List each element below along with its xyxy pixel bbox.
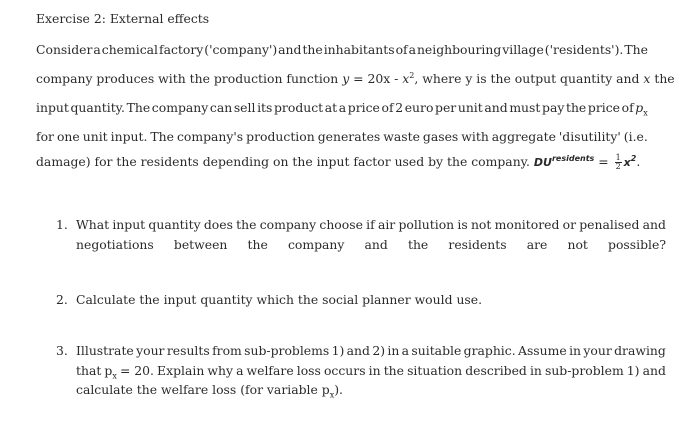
- word: pollution: [398, 217, 455, 232]
- word: loss: [296, 363, 321, 378]
- word: in: [368, 363, 381, 378]
- word: input: [112, 217, 146, 232]
- word: company: [151, 100, 209, 115]
- word: 'disutility': [558, 129, 621, 144]
- word: residents: [448, 237, 507, 252]
- word: price: [587, 100, 620, 115]
- word: and: [642, 217, 666, 232]
- subscript: x: [329, 390, 335, 400]
- item-3-line-1: [76, 343, 666, 358]
- word: a: [338, 100, 347, 115]
- word: the: [247, 237, 268, 252]
- subscript: x: [643, 108, 648, 118]
- word: one: [56, 129, 80, 144]
- word: 2): [372, 343, 386, 358]
- word: inhabitants: [323, 42, 395, 57]
- var-x: x: [643, 71, 651, 86]
- word: the: [565, 100, 587, 115]
- word: of: [381, 100, 394, 115]
- word: a: [408, 42, 416, 57]
- du-symbol: DU: [533, 156, 552, 169]
- word: production: [246, 129, 315, 144]
- word: pay: [542, 100, 565, 115]
- word: a: [93, 42, 101, 57]
- subscript: x: [112, 371, 117, 381]
- word: quantity: [148, 217, 201, 232]
- word: results: [166, 343, 210, 358]
- word: unit: [82, 129, 108, 144]
- var-x: x: [623, 156, 631, 169]
- word: a: [236, 363, 244, 378]
- word: village: [502, 42, 544, 57]
- word: Consider: [36, 42, 93, 57]
- numerator: 1: [615, 153, 621, 162]
- item-1-line-2: [76, 237, 666, 252]
- word: choose: [319, 217, 363, 232]
- word: sell: [233, 100, 256, 115]
- word: can: [209, 100, 233, 115]
- word: input.: [110, 129, 148, 144]
- word: the: [302, 42, 323, 57]
- word: The: [150, 129, 174, 144]
- text: =: [594, 154, 613, 169]
- word: sub-problem: [544, 363, 624, 378]
- item-2-text: Calculate the input quantity which the social planner would use.: [76, 292, 483, 307]
- word: occurs: [323, 363, 366, 378]
- denominator: 2: [615, 162, 621, 171]
- text: the: [650, 71, 675, 86]
- word: penalised: [579, 217, 640, 232]
- word: and: [346, 343, 370, 358]
- word: quantity.: [70, 100, 125, 115]
- item-1-line-1: [76, 217, 666, 232]
- word: a: [401, 343, 410, 358]
- superscript-residents: residents: [551, 154, 595, 163]
- word: What: [76, 217, 110, 232]
- word: and: [484, 100, 508, 115]
- paragraph-line-5: [36, 154, 640, 171]
- word: aggregate: [491, 129, 556, 144]
- text: calculate the welfare loss (for variable p: [76, 382, 330, 397]
- word: price: [347, 100, 380, 115]
- item-3-line-2: [76, 363, 666, 380]
- text: company produces with the production function: [36, 71, 343, 86]
- word: or: [562, 217, 577, 232]
- word: graphic.: [463, 343, 516, 358]
- var-x: x: [402, 71, 410, 86]
- word: the: [383, 363, 404, 378]
- word: the: [236, 217, 257, 232]
- word: chemical: [101, 42, 159, 57]
- word: of: [395, 42, 408, 57]
- text: damage) for the residents depending on the input factor used by the company.: [36, 154, 534, 169]
- word: unit: [457, 100, 483, 115]
- word: monitored: [494, 217, 560, 232]
- word: your: [136, 343, 165, 358]
- word: factory: [159, 42, 204, 57]
- word: 1): [331, 343, 345, 358]
- var-y: y: [342, 71, 350, 86]
- word: gases: [422, 129, 459, 144]
- word: at: [324, 100, 338, 115]
- word: negotiations: [76, 237, 154, 252]
- word: your: [583, 343, 612, 358]
- word: neighbouring: [416, 42, 502, 57]
- text: .: [636, 154, 641, 169]
- word: in: [569, 343, 582, 358]
- word: in: [529, 363, 542, 378]
- word: ('company'): [204, 42, 278, 57]
- word: why: [207, 363, 233, 378]
- word: described: [465, 363, 527, 378]
- word: its: [257, 100, 273, 115]
- list-marker: 1.: [56, 217, 68, 232]
- word: not: [470, 217, 492, 232]
- text: = 20x -: [349, 71, 403, 86]
- word: sub-problems: [244, 343, 330, 358]
- word: 2: [395, 100, 404, 115]
- word: suitable: [411, 343, 462, 358]
- fraction-one-half: [615, 154, 622, 171]
- word: generates: [317, 129, 381, 144]
- word: situation: [407, 363, 463, 378]
- word: in: [387, 343, 400, 358]
- word: input: [36, 100, 69, 115]
- word: and: [278, 42, 302, 57]
- text: ).: [334, 382, 343, 397]
- word: the: [407, 237, 429, 252]
- word: The: [126, 100, 151, 115]
- exercise-title: Exercise 2: External effects: [36, 11, 210, 26]
- price-px: [635, 100, 647, 117]
- word: drawing: [614, 343, 666, 358]
- word: from: [212, 343, 242, 358]
- word: company: [259, 217, 317, 232]
- word: possible?: [608, 237, 666, 252]
- word: product: [274, 100, 324, 115]
- word: $p_x$: [104, 363, 117, 381]
- superscript: 2: [409, 71, 415, 80]
- word: for: [36, 129, 54, 144]
- word: and: [364, 237, 388, 252]
- word: that: [76, 363, 102, 378]
- superscript: 2: [630, 154, 637, 163]
- word: does: [203, 217, 233, 232]
- word: euro: [404, 100, 434, 115]
- word: Assume: [518, 343, 567, 358]
- word: is: [457, 217, 468, 232]
- word: are: [526, 237, 548, 252]
- word: and: [642, 363, 666, 378]
- paragraph-line-2: [36, 71, 675, 86]
- word: with: [461, 129, 489, 144]
- item-3-line-3: [76, 382, 343, 399]
- list-marker: 3.: [56, 343, 68, 358]
- word: must: [509, 100, 541, 115]
- word: 1): [626, 363, 640, 378]
- text: , where y is the output quantity and: [414, 71, 644, 86]
- word: (i.e.: [623, 129, 648, 144]
- word: ('residents').: [544, 42, 624, 57]
- word: = 20.: [119, 363, 154, 378]
- word: welfare: [246, 363, 294, 378]
- paragraph-line-3: [36, 100, 648, 117]
- word: per: [435, 100, 457, 115]
- paragraph-line-1: [36, 42, 648, 57]
- word: waste: [383, 129, 420, 144]
- word: Illustrate: [76, 343, 134, 358]
- word: company: [287, 237, 345, 252]
- var-p: p: [635, 100, 644, 115]
- word: if: [366, 217, 375, 232]
- word: of: [621, 100, 634, 115]
- word: company's: [176, 129, 244, 144]
- word: Explain: [157, 363, 205, 378]
- word: not: [567, 237, 588, 252]
- word: air: [377, 217, 396, 232]
- list-marker: 2.: [56, 292, 68, 307]
- word: The: [624, 42, 648, 57]
- word: between: [173, 237, 228, 252]
- paragraph-line-4: [36, 129, 648, 144]
